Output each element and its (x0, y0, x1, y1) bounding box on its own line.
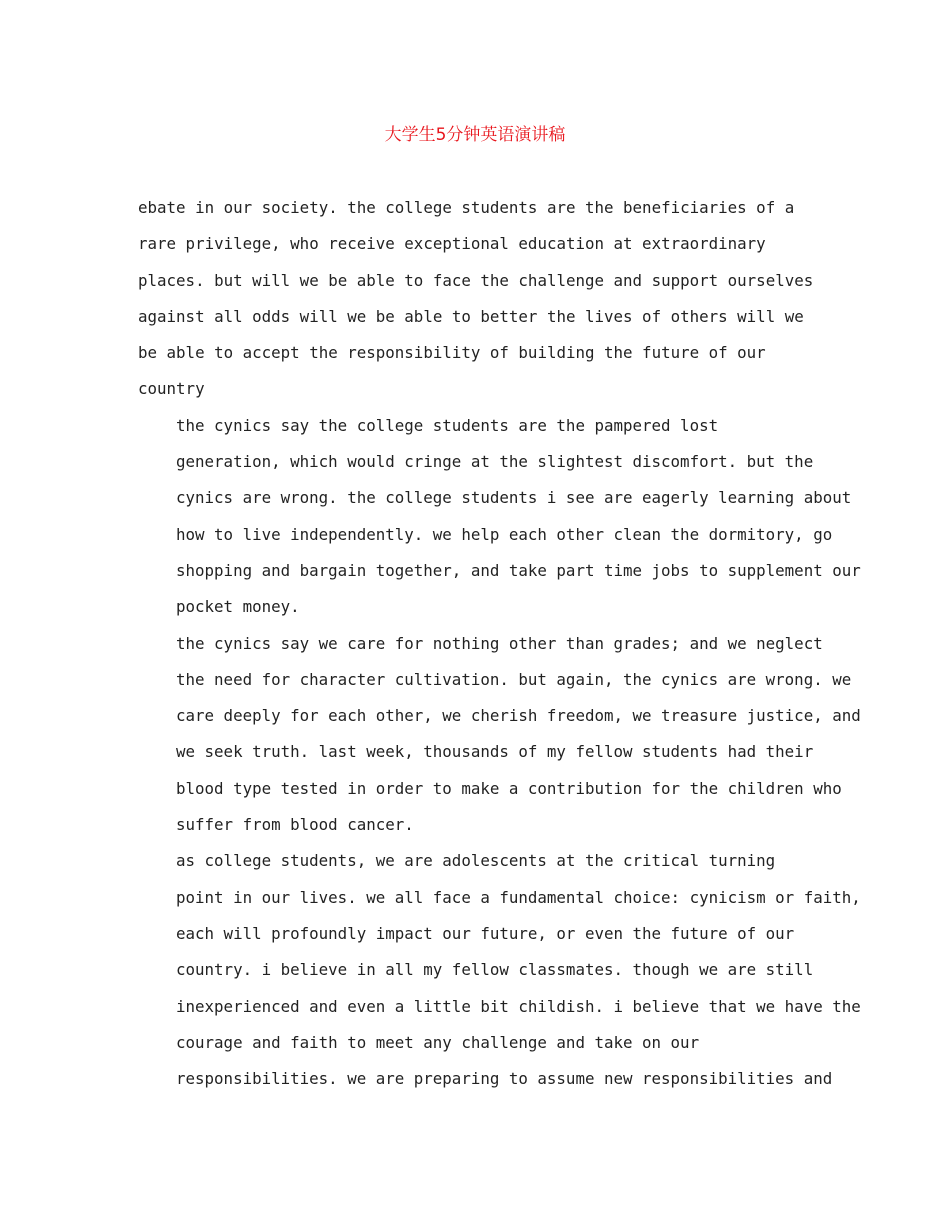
text-line: cynics are wrong. the college students i see are eagerly learning about (176, 488, 852, 508)
text-line: how to live independently. we help each other clean the dormitory, go (176, 524, 833, 544)
text-line: suffer from blood cancer. (176, 815, 414, 835)
paragraph (138, 190, 818, 408)
text-line: the cynics say the college students are the pampered lost (176, 415, 719, 435)
paragraph (138, 408, 861, 626)
text-line: blood type tested in order to make a contribution for the children who (176, 778, 842, 798)
text-line: ebate in our society. the college students are the beneficiaries of a (138, 198, 795, 217)
text-line: each will profoundly impact our future, or even the future of our (176, 923, 795, 943)
text-line: the need for character cultivation. but again, the cynics are wrong. we (176, 669, 852, 689)
text-line: against all odds will we be able to better the lives of others will we (138, 306, 804, 326)
text-line: responsibilities. we are preparing to assume new responsibilities and (176, 1069, 833, 1089)
text-line: pocket money. (176, 597, 300, 617)
document-body (138, 190, 861, 1097)
text-line: country. i believe in all my fellow classmates. though we are still (176, 960, 814, 980)
text-line: courage and faith to meet any challenge and take on our (176, 1032, 700, 1052)
text-line: inexperienced and even a little bit childish. i believe that we have the (176, 996, 861, 1016)
paragraph (138, 843, 861, 1097)
document-title: 大学生5分钟英语演讲稿 (384, 125, 566, 145)
text-line: as college students, we are adolescents at the critical turning (176, 851, 776, 871)
text-line: generation, which would cringe at the slightest discomfort. but the (176, 452, 814, 472)
text-line: places. but will we be able to face the challenge and support ourselves (138, 270, 814, 290)
text-line: country (138, 379, 205, 399)
text-line: we seek truth. last week, thousands of my fellow students had their (176, 742, 814, 762)
text-line: care deeply for each other, we cherish freedom, we treasure justice, and (176, 706, 861, 726)
text-line: be able to accept the responsibility of building the future of our (138, 343, 766, 363)
text-line: the cynics say we care for nothing other than grades; and we neglect (176, 633, 823, 653)
text-line: rare privilege, who receive exceptional education at extraordinary (138, 234, 766, 254)
text-line: point in our lives. we all face a fundamental choice: cynicism or faith, (176, 887, 861, 907)
text-line: shopping and bargain together, and take part time jobs to supplement our (176, 560, 861, 580)
paragraph (138, 626, 861, 844)
